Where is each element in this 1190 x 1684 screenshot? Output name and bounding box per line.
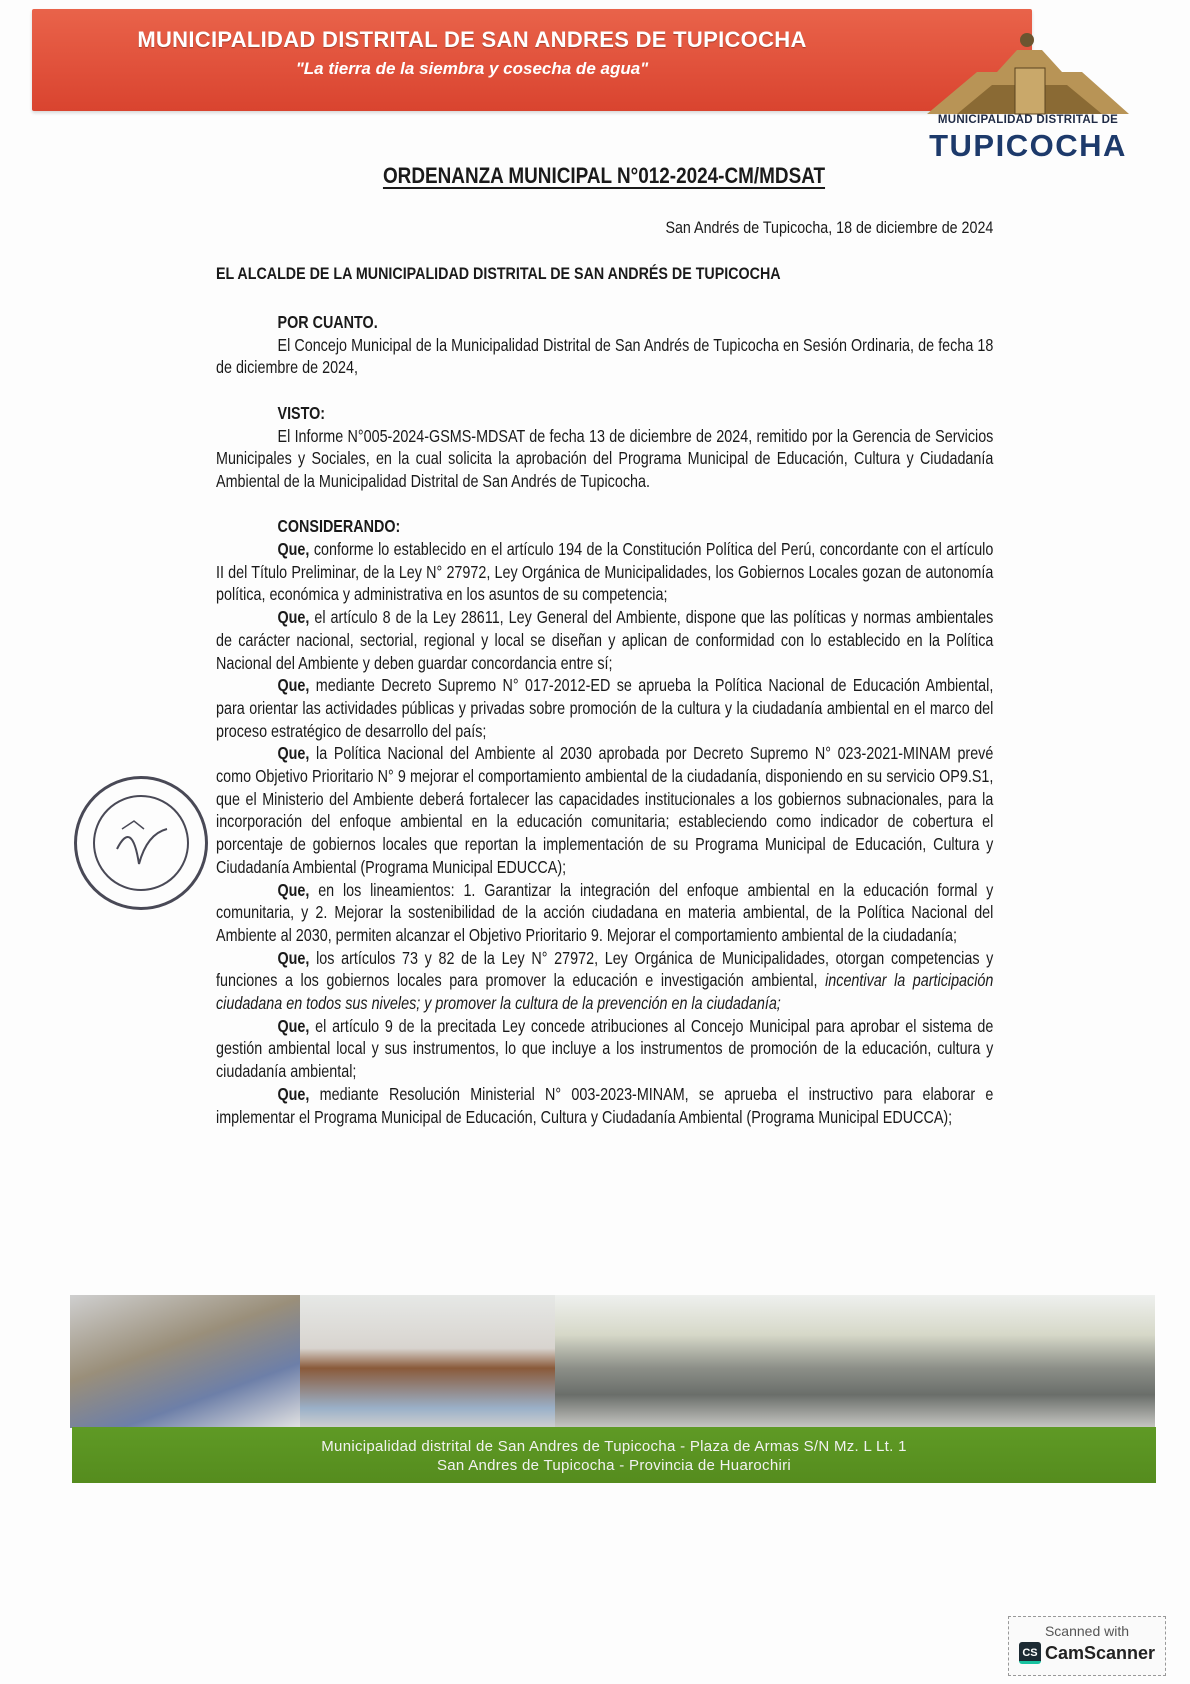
document-body <box>216 311 993 1128</box>
municipal-logo <box>917 30 1139 162</box>
considerando-paragraph: Que, los artículos 73 y 82 de la Ley N° 27972, Ley Orgánica de Municipalidades, otorgan competencias y funciones a los gobiernos locales para promover la educación e investigación ambiental, incentivar la participación ciudadana en todos sus niveles; y promover la cultura de la prevención en la ciudadanía; <box>216 947 994 1014</box>
header-band <box>32 9 1032 111</box>
date-line: San Andrés de Tupicocha, 18 de diciembre de 2024 <box>665 218 993 237</box>
logo-name: TUPICOCHA <box>929 128 1127 163</box>
considerando-paragraph: Que, la Política Nacional del Ambiente al 2030 aprobada por Decreto Supremo N° 023-2021-MINAM prevé como Objetivo Prioritario N° 9 mejorar el comportamiento ambiental de la ciudadanía, disponiendo en su servicio OP9.S1, que el Ministerio del Ambiente deberá fortalecer las capacidades institucionales a los gobiernos subnacionales, para la incorporación del enfoque ambiental en la educación comunitaria; estableciendo como indicador de cobertura el porcentaje de gobiernos locales que reportan la implementación de su Programa Municipal de Educación, Cultura y Ciudadanía Ambiental (Programa Municipal EDUCCA); <box>216 743 994 877</box>
document-title: ORDENANZA MUNICIPAL N°012-2024-CM/MDSAT <box>382 163 826 188</box>
logo-subtitle: MUNICIPALIDAD DISTRITAL DE <box>937 114 1119 126</box>
issuer-heading: EL ALCALDE DE LA MUNICIPALIDAD DISTRITAL DE SAN ANDRÉS DE TUPICOCHA <box>216 264 781 283</box>
photo-plaza-dance <box>555 1295 1155 1428</box>
official-stamp <box>74 776 208 910</box>
camscanner-icon: CS <box>1019 1642 1041 1664</box>
camscanner-watermark <box>1008 1616 1166 1676</box>
considerando-paragraph: Que, en los lineamientos: 1. Garantizar la integración del enfoque ambiental en la educación formal y comunitaria, y 2. Mejorar la sostenibilidad de la acción ciudadana en materia ambiental, de la Política Nacional del Ambiente al 2030, permiten alcanzar el Objetivo Prioritario 9. Mejorar el comportamiento ambiental de la ciudadanía; <box>216 879 994 945</box>
visto-text: El Informe N°005-2024-GSMS-MDSAT de fecha 13 de diciembre de 2024, remitido por la Gerencia de Servicios Municipales y Sociales, en la cual solicita la aprobación del Programa Municipal de Educación, Cultura y Ciudadanía Ambiental de la Municipalidad Distrital de San Andrés de Tupicocha. <box>216 425 994 491</box>
footer-address-line2: San Andres de Tupicocha - Provincia de Huarochiri <box>436 1457 792 1474</box>
considerando-paragraph: Que, conforme lo establecido en el artículo 194 de la Constitución Política del Perú, concordante con el artículo II del Título Preliminar, de la Ley N° 27972, Ley Orgánica de Municipalidades, los Gobiernos Locales gozan de autonomía política, económica y administrativa en los asuntos de su competencia; <box>216 539 994 605</box>
section-heading-visto: VISTO: <box>277 402 326 423</box>
photo-festival-group <box>70 1295 300 1428</box>
pyramid-logo-icon <box>917 30 1139 116</box>
footer-photo-strip <box>70 1295 1155 1428</box>
section-heading-considerando: CONSIDERANDO: <box>277 516 401 537</box>
institution-name: MUNICIPALIDAD DISTRITAL DE SAN ANDRES DE TUPICOCHA <box>137 27 807 52</box>
section-heading-por-cuanto: POR CUANTO. <box>277 312 378 332</box>
institution-motto: "La tierra de la siembra y cosecha de agua" <box>295 59 649 78</box>
por-cuanto-text: El Concejo Municipal de la Municipalidad Distrital de San Andrés de Tupicocha en Sesión Ordinaria, de fecha 18 de diciembre de 2024, <box>216 334 994 378</box>
considerando-paragraph: Que, el artículo 8 de la Ley 28611, Ley General del Ambiente, dispone que las políticas y normas ambientales de carácter nacional, sectorial, regional y local se diseñan y aplican de conformidad con lo establecido en la Política Nacional del Ambiente y deben guardar concordancia entre sí; <box>216 607 994 673</box>
watermark-caption: Scanned with <box>1044 1623 1130 1639</box>
watermark-brand: CamScanner <box>1044 1642 1156 1663</box>
footer-address-band <box>72 1427 1156 1483</box>
considerando-paragraph: Que, mediante Decreto Supremo N° 017-2012-ED se aprueba la Política Nacional de Educación Ambiental, para orientar las actividades públicas y privadas sobre promoción de la cultura y la ciudadanía ambiental en el marco del proceso estratégico de desarrollo del país; <box>216 675 994 741</box>
footer-address-line1: Municipalidad distrital de San Andres de Tupicocha - Plaza de Armas S/N Mz. L Lt. 1 <box>321 1438 907 1455</box>
photo-dancer <box>300 1295 555 1428</box>
considerando-paragraph: Que, mediante Resolución Ministerial N° 003-2023-MINAM, se aprueba el instructivo para elaborar e implementar el Programa Municipal de Educación, Cultura y Ciudadanía Ambiental (Programa Municipal EDUCCA); <box>216 1083 994 1127</box>
considerando-paragraph: Que, el artículo 9 de la precitada Ley concede atribuciones al Concejo Municipal para aprobar el sistema de gestión ambiental local y sus instrumentos, lo que incluye a los instrumentos de promoción de la educación, cultura y ciudadanía ambiental; <box>216 1015 994 1082</box>
signature-icon <box>77 779 205 907</box>
